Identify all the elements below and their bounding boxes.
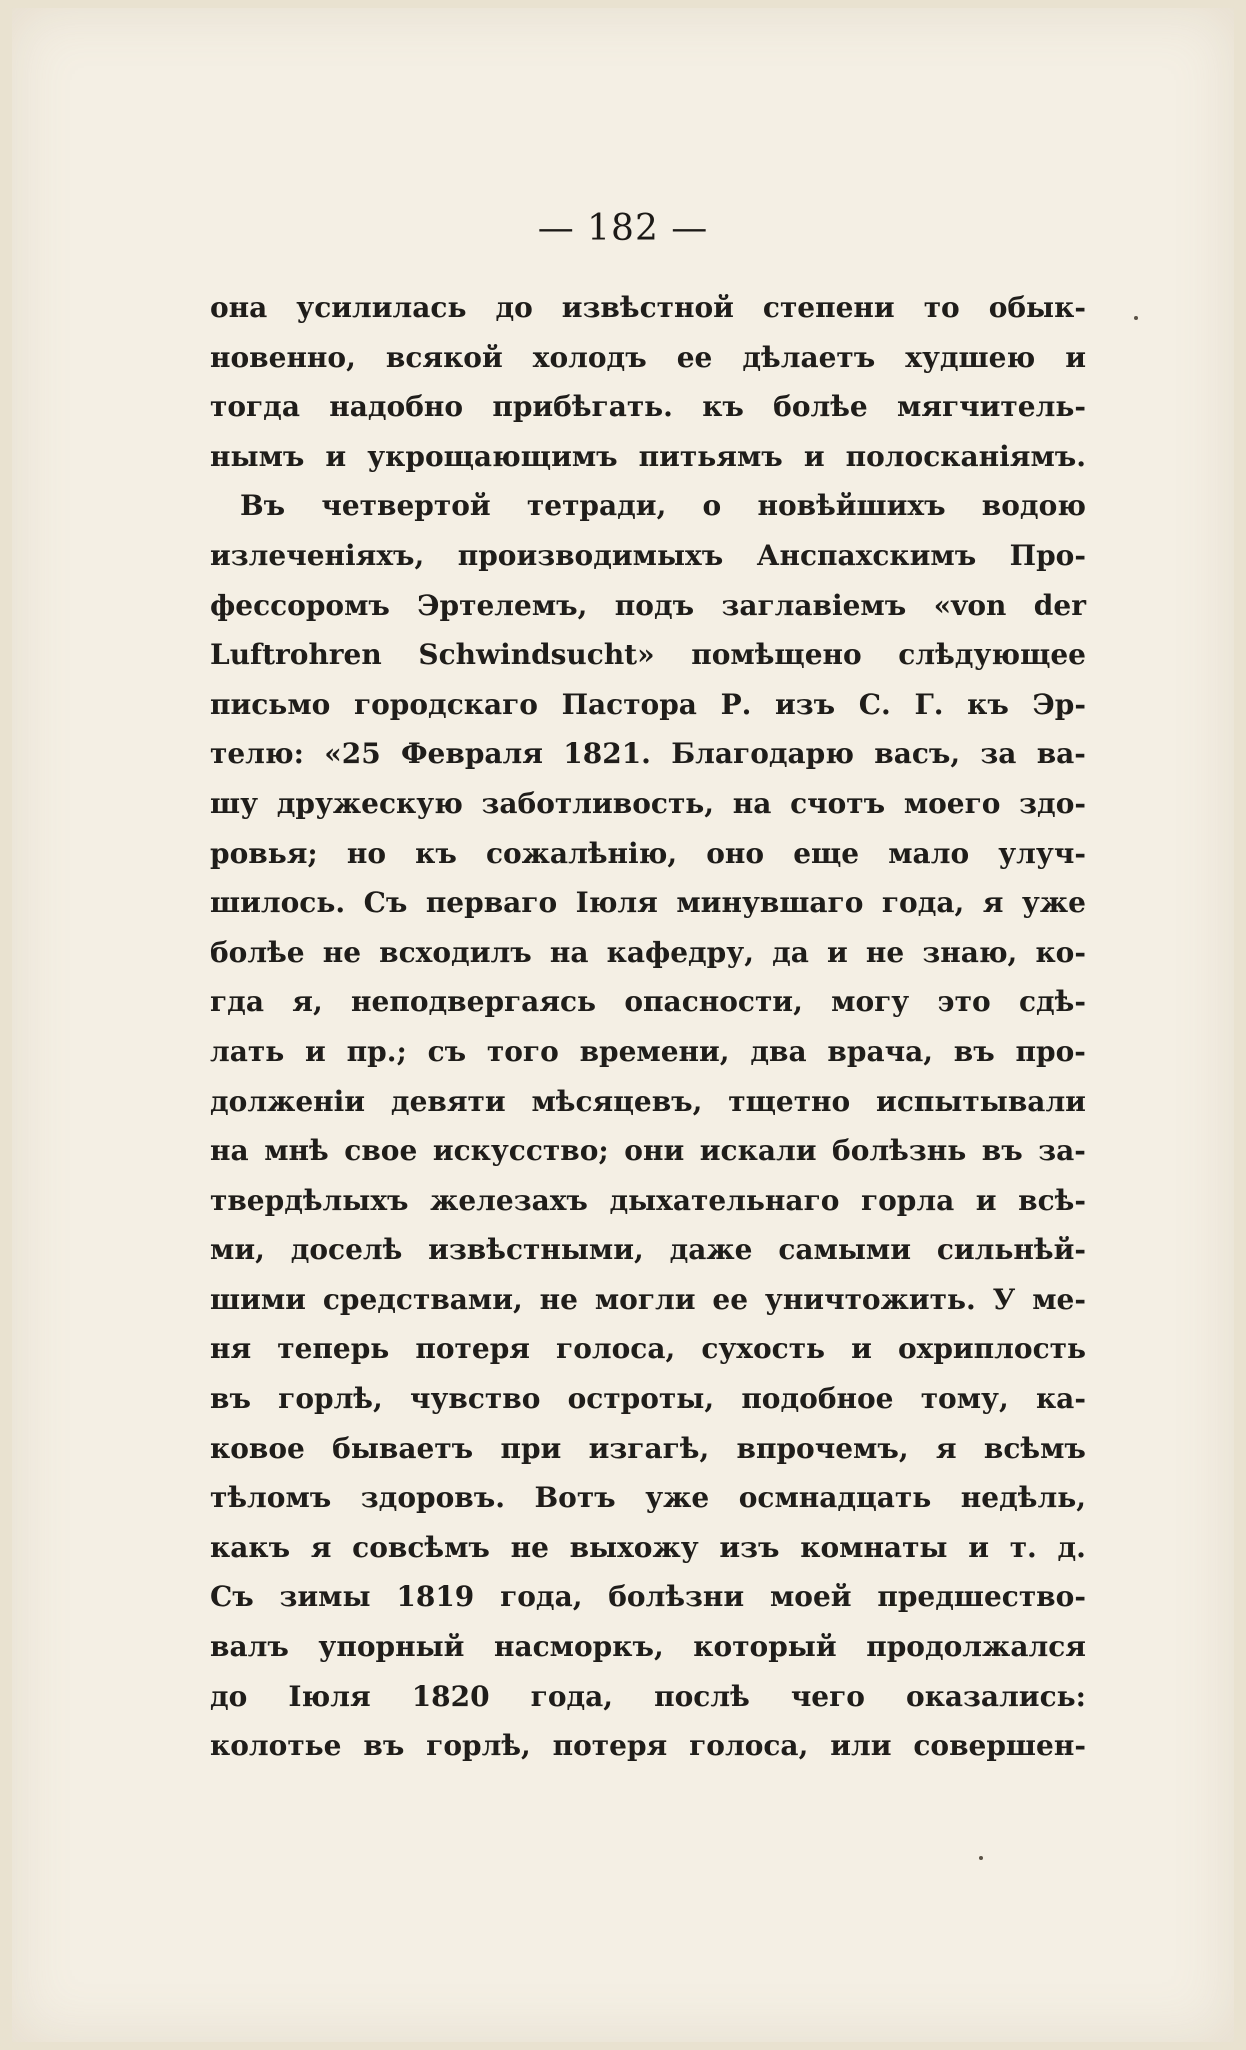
word: болѣе: [210, 935, 305, 969]
word: дружескую: [276, 786, 463, 820]
word: къ: [415, 836, 457, 870]
word: долженіи: [210, 1084, 366, 1118]
word: кафедру,: [606, 935, 754, 969]
word: не: [322, 935, 362, 969]
word: въ: [363, 1729, 405, 1763]
word: «25: [324, 737, 381, 771]
word: совсѣмъ: [352, 1530, 490, 1564]
word: всѣмъ: [983, 1431, 1086, 1465]
text-line: [210, 928, 1086, 978]
word: надобно: [329, 390, 464, 424]
body-text: [210, 283, 1086, 1771]
word: ме-: [1032, 1282, 1086, 1316]
word: ее: [676, 340, 713, 374]
word: тщетно: [728, 1084, 851, 1118]
text-line: [210, 1523, 1086, 1573]
word: даже: [669, 1233, 753, 1267]
word: ва-: [1036, 737, 1086, 771]
word: У: [992, 1282, 1016, 1316]
word: тогда: [210, 390, 300, 424]
word: Г.: [914, 687, 944, 721]
word: шу: [210, 786, 259, 820]
word: С.: [858, 687, 891, 721]
word: der: [1033, 588, 1086, 622]
word: года,: [881, 886, 965, 920]
word: шилось.: [210, 886, 346, 920]
word: болѣзни: [608, 1580, 745, 1614]
word: Въ: [240, 489, 286, 523]
word: Про-: [1009, 538, 1086, 572]
word: она: [210, 291, 268, 324]
word: и: [968, 1530, 989, 1564]
word: опасности,: [624, 985, 803, 1019]
word: девяти: [390, 1084, 506, 1118]
word: съ: [427, 1034, 467, 1068]
word: мнѣ: [264, 1134, 329, 1168]
text-line: [210, 1374, 1086, 1424]
word: не: [510, 1530, 549, 1564]
word: то: [923, 291, 960, 324]
word: въ: [953, 1034, 995, 1068]
word: дѣлаетъ: [742, 340, 876, 374]
text-line: [210, 729, 1086, 779]
word: водою: [981, 489, 1086, 523]
word: здоровъ.: [360, 1481, 505, 1515]
word: упорный: [318, 1630, 465, 1664]
word: оно: [706, 836, 765, 870]
text-line: [210, 1126, 1086, 1176]
word: выхожу: [569, 1530, 699, 1564]
word: за: [980, 737, 1017, 771]
text-line: [210, 977, 1086, 1027]
word: лать: [210, 1034, 285, 1068]
word: сдѣ-: [1018, 985, 1086, 1019]
word: извѣстными,: [428, 1233, 644, 1267]
text-line: [210, 432, 1086, 482]
text-line: [210, 1721, 1086, 1771]
word: 1821.: [563, 737, 651, 771]
word: я: [982, 886, 1004, 920]
word: при: [500, 1431, 562, 1465]
text-line: [210, 1473, 1086, 1523]
word: неподвергаясь: [351, 985, 597, 1019]
text-line: [210, 878, 1086, 928]
word: твердѣлыхъ: [210, 1183, 409, 1217]
word: средствами,: [322, 1282, 523, 1316]
word: и: [325, 439, 347, 473]
word: ня: [210, 1332, 252, 1366]
word: къ: [702, 390, 744, 424]
word: зимы: [279, 1580, 371, 1614]
word: счотъ: [790, 786, 886, 820]
word: времени,: [579, 1034, 730, 1068]
word: недѣль,: [960, 1481, 1086, 1515]
word: насморкъ,: [494, 1630, 664, 1664]
word: изъ: [719, 1530, 780, 1564]
word: могу: [831, 985, 910, 1019]
word: еще: [793, 836, 860, 870]
word: производимыхъ: [457, 538, 724, 572]
word: самыми: [778, 1233, 912, 1267]
word: комнаты: [800, 1530, 948, 1564]
word: свое: [344, 1134, 418, 1168]
word: искусство;: [432, 1134, 609, 1168]
word: голоса,: [689, 1729, 809, 1763]
word: не: [865, 935, 905, 969]
word: мало: [888, 836, 970, 870]
word: въ: [981, 1134, 1023, 1168]
word: улуч-: [998, 836, 1086, 870]
text-line: [210, 333, 1086, 383]
word: гда: [210, 985, 264, 1019]
word: врача,: [827, 1034, 933, 1068]
word: Благодарю: [671, 737, 854, 771]
text-line: [210, 1572, 1086, 1622]
paper-speck: [1134, 316, 1138, 320]
word: подобное: [741, 1382, 894, 1416]
text-line: [210, 581, 1086, 631]
word: укрощающимъ: [367, 439, 618, 473]
word: уничтожить.: [764, 1282, 976, 1316]
text-line: [210, 1672, 1086, 1722]
word: колотье: [210, 1729, 342, 1763]
word: но: [346, 836, 387, 870]
word: т.: [1009, 1530, 1037, 1564]
word: четвертой: [321, 489, 491, 523]
word: и: [827, 935, 848, 969]
text-line: [210, 283, 1086, 333]
word: бываетъ: [332, 1431, 474, 1465]
text-line: [210, 1275, 1086, 1325]
word: перваго: [425, 886, 558, 920]
word: доселѣ: [290, 1233, 403, 1267]
word: 1819: [396, 1580, 475, 1614]
word: ка-: [1035, 1382, 1086, 1416]
word: Вотъ: [534, 1481, 616, 1515]
word: валъ: [210, 1630, 289, 1664]
word: холодъ: [532, 340, 647, 374]
word: тѣломъ: [210, 1481, 332, 1515]
book-page: [12, 8, 1234, 2042]
word: горла: [860, 1183, 955, 1217]
word: оказались:: [906, 1679, 1086, 1713]
word: телю:: [210, 737, 304, 771]
text-line: [210, 382, 1086, 432]
word: железахъ: [430, 1183, 588, 1217]
word: голоса,: [556, 1332, 676, 1366]
word: излеченіяхъ,: [210, 538, 425, 572]
word: подъ: [614, 588, 695, 622]
word: могли: [594, 1282, 696, 1316]
text-line: [210, 1424, 1086, 1474]
word: не: [539, 1282, 578, 1316]
word: въ: [210, 1382, 251, 1416]
word: ми,: [210, 1233, 265, 1267]
word: послѣ: [654, 1679, 750, 1713]
word: Schwindsucht»: [418, 638, 655, 672]
word: Іюля: [575, 886, 658, 920]
word: тетради,: [526, 489, 667, 523]
word: Luftrohren: [210, 638, 382, 672]
word: я,: [292, 985, 323, 1019]
word: и: [803, 439, 825, 473]
word: извѣстной: [561, 291, 734, 324]
word: усилилась: [296, 291, 467, 324]
word: моего: [903, 786, 1001, 820]
word: чувство: [409, 1382, 541, 1416]
word: Съ: [363, 886, 408, 920]
word: какъ: [210, 1530, 291, 1564]
word: дыхательнаго: [609, 1183, 840, 1217]
text-line: [210, 1027, 1086, 1077]
word: продолжался: [866, 1630, 1086, 1664]
word: который: [693, 1630, 837, 1664]
word: полосканіямъ.: [845, 439, 1086, 473]
word: Съ: [210, 1580, 254, 1614]
word: прибѣгать.: [492, 390, 673, 424]
text-line: [210, 1077, 1086, 1127]
word: про-: [1015, 1034, 1086, 1068]
paper-speck: [979, 1856, 983, 1860]
word: и: [851, 1332, 872, 1366]
word: Эртелемъ,: [417, 588, 588, 622]
word: сильнѣй-: [936, 1233, 1086, 1267]
word: я: [935, 1431, 957, 1465]
word: горлѣ,: [426, 1729, 531, 1763]
word: здо-: [1019, 786, 1086, 820]
word: всходилъ: [379, 935, 532, 969]
word: и: [305, 1034, 326, 1068]
word: и: [975, 1183, 997, 1217]
word: городскаго: [353, 687, 538, 721]
word: того: [486, 1034, 559, 1068]
text-line: [210, 829, 1086, 879]
word: шими: [210, 1282, 306, 1316]
word: болѣе: [773, 390, 868, 424]
word: потеря: [552, 1729, 668, 1763]
word: ровья;: [210, 836, 318, 870]
text-line: [210, 481, 1086, 531]
word: горлѣ,: [278, 1382, 383, 1416]
word: два: [750, 1034, 807, 1068]
text-line: [210, 1176, 1086, 1226]
word: худшею: [905, 340, 1036, 374]
word: степени: [762, 291, 895, 324]
word: новѣйшихъ: [757, 489, 946, 523]
word: ко-: [1035, 935, 1086, 969]
word: это: [937, 985, 991, 1019]
word: впрочемъ,: [736, 1431, 909, 1465]
word: 1820: [411, 1679, 490, 1713]
word: или: [830, 1729, 892, 1763]
word: искали: [699, 1134, 817, 1168]
word: «von: [933, 588, 1007, 622]
word: чего: [790, 1679, 865, 1713]
word: предшество-: [877, 1580, 1086, 1614]
word: нымъ: [210, 439, 305, 473]
word: всякой: [385, 340, 503, 374]
word: изгагѣ,: [588, 1431, 710, 1465]
word: къ: [967, 687, 1009, 721]
word: всѣ-: [1018, 1183, 1086, 1217]
word: Р.: [720, 687, 752, 721]
word: Іюля: [288, 1679, 371, 1713]
word: слѣдующее: [898, 638, 1086, 672]
word: пр.;: [346, 1034, 407, 1068]
text-line: [210, 680, 1086, 730]
word: сожалѣнію,: [485, 836, 678, 870]
word: д.: [1057, 1530, 1086, 1564]
word: совершен-: [913, 1729, 1086, 1763]
word: сухость: [701, 1332, 826, 1366]
text-line: [210, 779, 1086, 829]
text-line: [210, 531, 1086, 581]
word: Эр-: [1032, 687, 1086, 721]
word: обык-: [988, 291, 1086, 324]
word: болѣзнь: [832, 1134, 967, 1168]
word: новенно,: [210, 340, 356, 374]
word: Пастора: [561, 687, 697, 721]
text-line: [210, 1324, 1086, 1374]
word: на: [549, 935, 589, 969]
word: за-: [1038, 1134, 1086, 1168]
text-line: [210, 1622, 1086, 1672]
word: заглавіемъ: [721, 588, 907, 622]
text-line: [210, 630, 1086, 680]
word: до: [210, 1679, 248, 1713]
word: остроты,: [567, 1382, 715, 1416]
word: до: [495, 291, 533, 324]
word: да: [772, 935, 809, 969]
word: о: [702, 489, 722, 523]
word: охриплость: [897, 1332, 1086, 1366]
word: тому,: [920, 1382, 1009, 1416]
word: ее: [712, 1282, 749, 1316]
word: на: [210, 1134, 249, 1168]
word: теперь: [277, 1332, 390, 1366]
text-line: [210, 1225, 1086, 1275]
word: фессоромъ: [210, 588, 390, 622]
word: мягчитель-: [897, 390, 1086, 424]
word: васъ,: [874, 737, 961, 771]
word: письмо: [210, 687, 331, 721]
word: испытывали: [876, 1084, 1086, 1118]
word: я: [310, 1530, 332, 1564]
word: они: [624, 1134, 685, 1168]
word: потеря: [415, 1332, 530, 1366]
word: года,: [500, 1580, 583, 1614]
word: мѣсяцевъ,: [531, 1084, 703, 1118]
word: года,: [530, 1679, 614, 1713]
word: уже: [1021, 886, 1086, 920]
word: на: [732, 786, 772, 820]
word: моей: [769, 1580, 852, 1614]
word: питьямъ: [638, 439, 783, 473]
word: минувшаго: [676, 886, 864, 920]
word: и: [1065, 340, 1086, 374]
word: уже: [645, 1481, 710, 1515]
word: помѣщено: [691, 638, 862, 672]
word: Анспахскимъ: [756, 538, 977, 572]
word: ковое: [210, 1431, 305, 1465]
page-number: — 182 —: [537, 208, 709, 249]
word: осмнадцать: [738, 1481, 932, 1515]
word: заботливость,: [481, 786, 715, 820]
word: знаю,: [922, 935, 1018, 969]
word: Февраля: [400, 737, 543, 771]
word: изъ: [775, 687, 836, 721]
